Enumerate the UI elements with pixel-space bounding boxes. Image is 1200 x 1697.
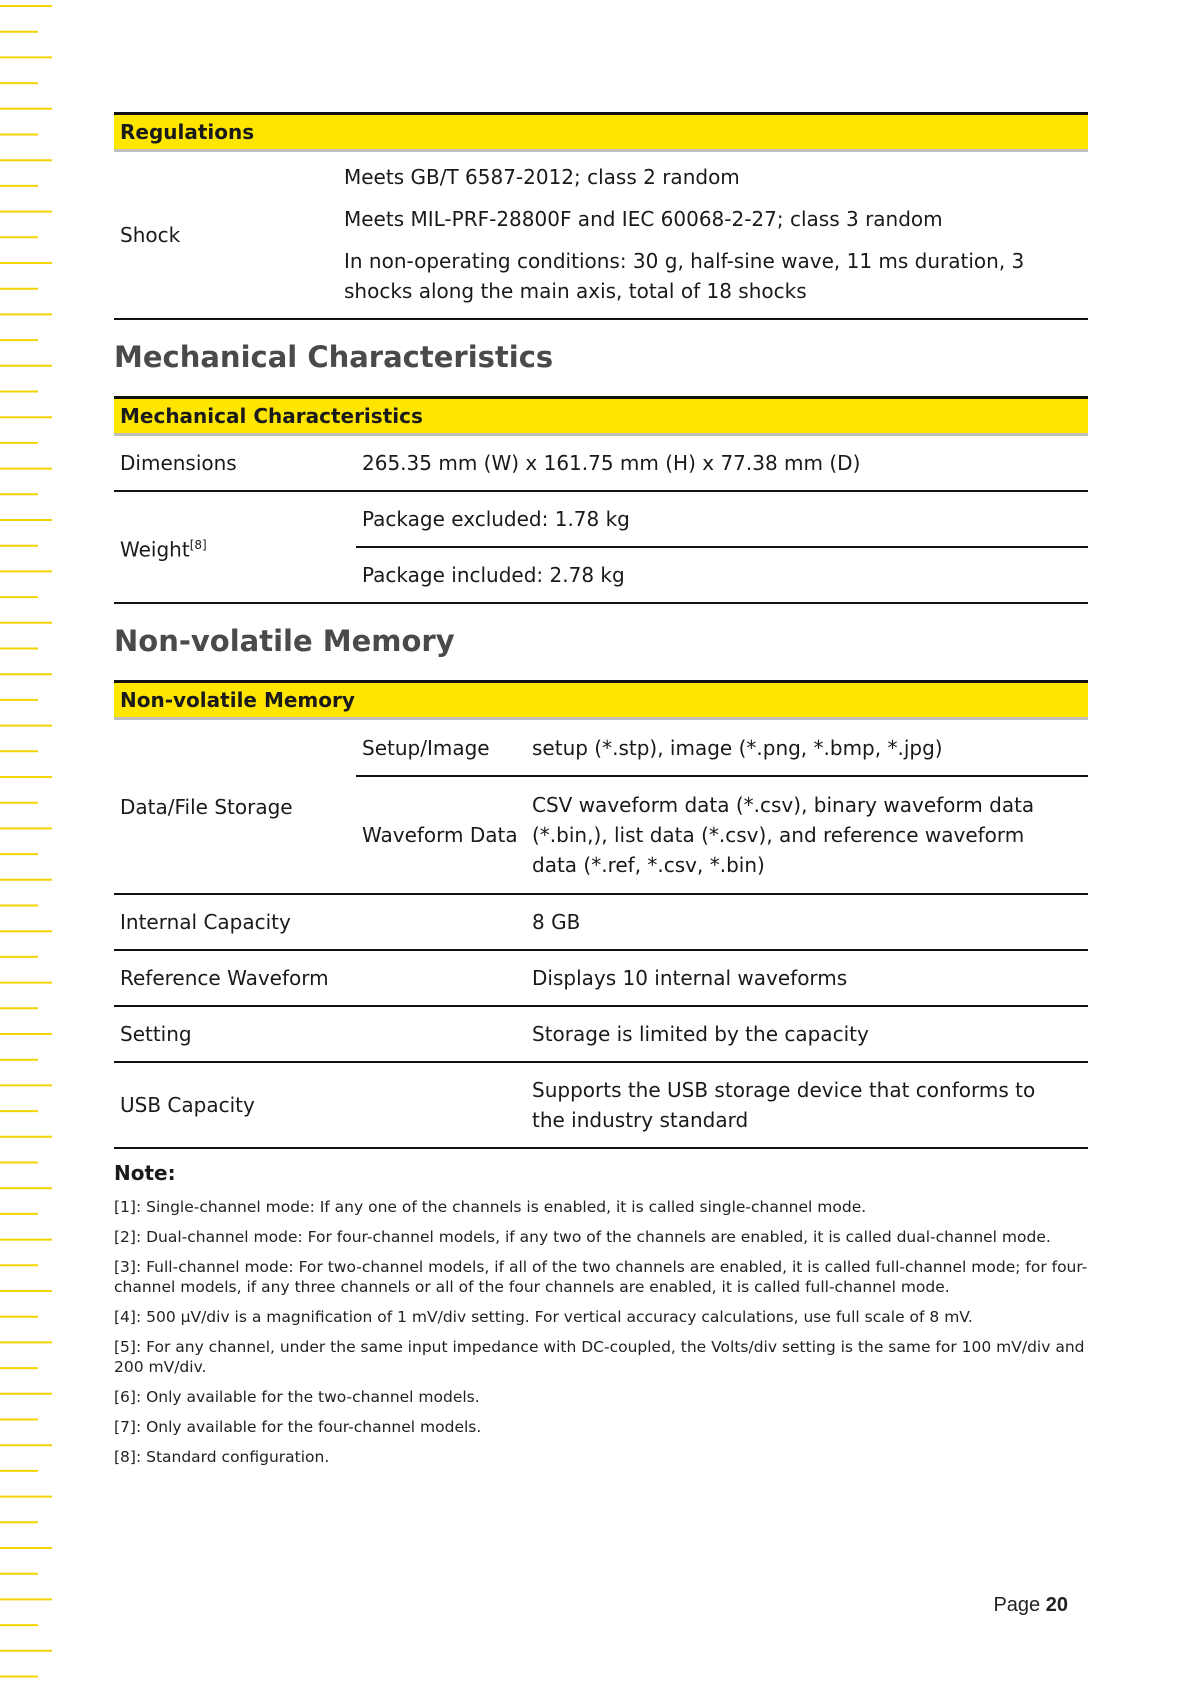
page-number-value: 20 [1045, 1594, 1068, 1616]
reference-waveform-label: Reference Waveform [114, 950, 526, 1006]
note-item: [7]: Only available for the four-channel models. [114, 1418, 482, 1436]
mechanical-header: Mechanical Characteristics [114, 396, 1088, 436]
margin-decoration [0, 0, 70, 1697]
shock-label: Shock [120, 223, 181, 247]
waveform-label: Waveform Data [356, 776, 526, 894]
notes-list [114, 1197, 1088, 1467]
note-item: [4]: 500 μV/div is a magnification of 1 mV/div setting. For vertical accuracy calculations, use full scale of 8 mV. [114, 1308, 973, 1326]
note-item: [2]: Dual-channel mode: For four-channel models, if any two of the channels are enabled, it is called dual-channel mode. [114, 1228, 1051, 1246]
regulations-table [114, 152, 1088, 320]
shock-line-3: In non-operating conditions: 30 g, half-sine wave, 11 ms duration, 3 shocks along the main axis, total of 18 shocks [344, 249, 1025, 303]
memory-header: Non-volatile Memory [114, 680, 1088, 720]
notes-title: Note: [114, 1161, 176, 1185]
note-item: [5]: For any channel, under the same input impedance with DC-coupled, the Volts/div setting is the same for 100 mV/div and 200 mV/div. [114, 1338, 1085, 1376]
page-label: Page [993, 1594, 1041, 1616]
internal-capacity-value: 8 GB [526, 894, 1088, 950]
setting-value: Storage is limited by the capacity [526, 1006, 1088, 1062]
note-item: [6]: Only available for the two-channel models. [114, 1388, 480, 1406]
memory-table [114, 720, 1088, 1149]
weight-excluded: Package excluded: 1.78 kg [356, 491, 1088, 547]
note-item: [1]: Single-channel mode: If any one of the channels is enabled, it is called single-channel mode. [114, 1198, 867, 1216]
shock-line-1: Meets GB/T 6587-2012; class 2 random [344, 165, 740, 189]
usb-capacity-label: USB Capacity [114, 1062, 526, 1148]
shock-values [338, 152, 1088, 319]
data-file-label: Data/File Storage [114, 720, 356, 894]
dimensions-value: 265.35 mm (W) x 161.75 mm (H) x 77.38 mm (D) [362, 451, 861, 475]
regulations-header: Regulations [114, 112, 1088, 152]
page-content [114, 112, 1088, 1477]
mechanical-section-title: Mechanical Characteristics [114, 340, 554, 374]
weight-included: Package included: 2.78 kg [356, 547, 1088, 603]
setup-label: Setup/Image [356, 720, 526, 776]
internal-capacity-label: Internal Capacity [114, 894, 526, 950]
waveform-value: CSV waveform data (*.csv), binary waveform data (*.bin,), list data (*.csv), and reference waveform data (*.ref, *.csv, *.bin) [526, 776, 1088, 894]
page-number [993, 1594, 1068, 1617]
memory-section-title: Non-volatile Memory [114, 624, 455, 658]
weight-footnote: [8] [189, 537, 207, 552]
usb-capacity-value: Supports the USB storage device that conforms to the industry standard [526, 1062, 1088, 1148]
note-item: [8]: Standard configuration. [114, 1448, 330, 1466]
setup-value: setup (*.stp), image (*.png, *.bmp, *.jpg) [526, 720, 1088, 776]
dimensions-label: Dimensions [120, 451, 237, 475]
mechanical-table [114, 436, 1088, 604]
setting-label: Setting [114, 1006, 526, 1062]
reference-waveform-value: Displays 10 internal waveforms [526, 950, 1088, 1006]
weight-label-cell [114, 491, 356, 603]
weight-label: Weight [120, 537, 190, 562]
shock-line-2: Meets MIL-PRF-28800F and IEC 60068-2-27; class 3 random [344, 207, 943, 231]
note-item: [3]: Full-channel mode: For two-channel models, if all of the two channels are enabled, it is called full-channel mode; for four-channel models, if any three channels or all of the four channels are enabled, it is called full-channel mode. [114, 1258, 1088, 1296]
